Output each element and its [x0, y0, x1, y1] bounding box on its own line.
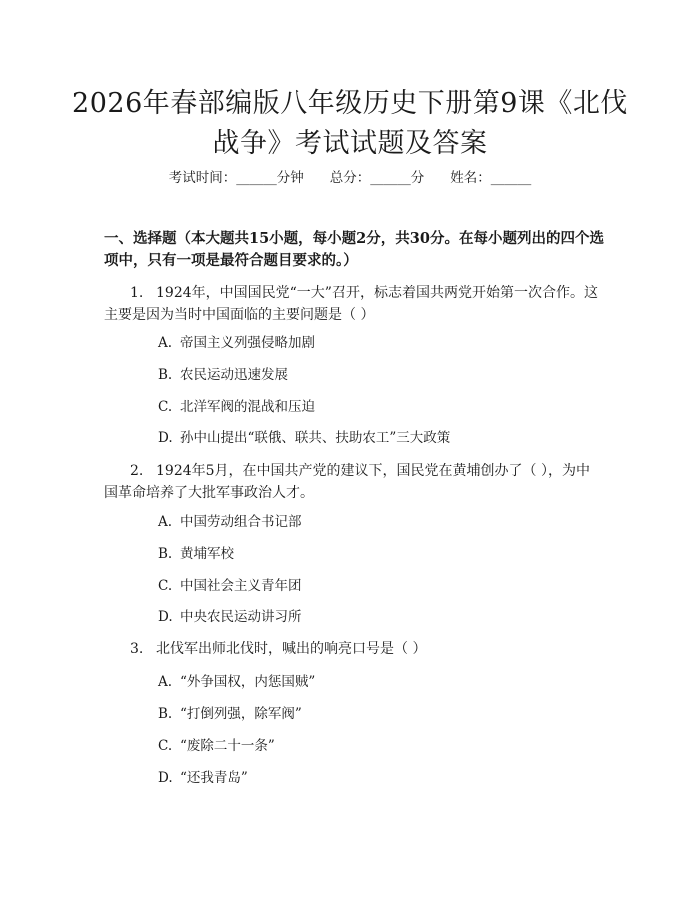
- question-3: [104, 638, 600, 660]
- question-2-option-d: [158, 607, 302, 627]
- option-text: “废除二十一条”: [180, 738, 275, 754]
- option-text: 中央农民运动讲习所: [180, 609, 302, 625]
- option-text: 孙中山提出“联俄、联共、扶助农工”三大政策: [180, 430, 451, 446]
- question-2-number: 2.: [130, 463, 144, 479]
- option-letter: B.: [158, 546, 173, 562]
- question-3-number: 3.: [130, 641, 144, 657]
- option-letter: C.: [158, 399, 173, 415]
- section-heading: 一、选择题（本大题共15小题，每小题2分，共30分。在每小题列出的四个选项中，只有一项是最符合题目要求的。）: [104, 230, 604, 269]
- option-text: “打倒列强，除军阀”: [180, 706, 302, 722]
- option-text: 中国社会主义青年团: [180, 578, 302, 594]
- question-1-option-b: [158, 365, 288, 385]
- question-2-text: 1924年5月，在中国共产党的建议下，国民党在黄埔创办了（ ），为中国革命培养了大批军事政治人才。: [104, 463, 590, 501]
- exam-title: 2026年春部编版八年级历史下册第9课《北伐战争》考试试题及答案: [72, 88, 628, 159]
- option-letter: A.: [158, 335, 173, 351]
- question-1-option-c: [158, 397, 315, 417]
- option-letter: B.: [158, 706, 173, 722]
- option-letter: C.: [158, 578, 173, 594]
- option-text: 帝国主义列强侵略加剧: [180, 335, 315, 351]
- option-text: “外争国权，内惩国贼”: [180, 674, 316, 690]
- option-text: 中国劳动组合书记部: [180, 514, 302, 530]
- question-1-option-a: [158, 333, 315, 353]
- option-letter: B.: [158, 367, 173, 383]
- question-1-text: 1924年，中国国民党“一大”召开，标志着国共两党开始第一次合作。这主要是因为当时中国面临的主要问题是（ ）: [104, 285, 598, 323]
- student-name-field: 姓名：______: [450, 170, 532, 186]
- total-score-field: 总分：______分: [329, 170, 425, 186]
- option-text: 北洋军阀的混战和压迫: [180, 399, 315, 415]
- question-1-number: 1.: [130, 285, 144, 301]
- option-text: 农民运动迅速发展: [180, 367, 288, 383]
- option-text: 黄埔军校: [180, 546, 234, 562]
- question-2: [104, 460, 600, 504]
- option-letter: A.: [158, 674, 173, 690]
- option-text: “还我青岛”: [180, 770, 248, 786]
- option-letter: D.: [158, 770, 173, 786]
- question-3-text: 北伐军出师北伐时，喊出的响亮口号是（ ）: [156, 641, 427, 657]
- question-3-option-c: [158, 736, 275, 756]
- exam-time-field: 考试时间：______分钟: [168, 170, 304, 186]
- option-letter: D.: [158, 430, 173, 446]
- question-3-option-b: [158, 704, 302, 724]
- question-2-option-a: [158, 512, 302, 532]
- question-1-option-d: [158, 428, 450, 448]
- option-letter: A.: [158, 514, 173, 530]
- option-letter: C.: [158, 738, 173, 754]
- question-2-option-c: [158, 576, 302, 596]
- question-1: [104, 282, 600, 326]
- question-3-option-d: [158, 768, 248, 788]
- exam-meta: [0, 168, 700, 188]
- question-3-option-a: [158, 672, 315, 692]
- question-2-option-b: [158, 544, 234, 564]
- option-letter: D.: [158, 609, 173, 625]
